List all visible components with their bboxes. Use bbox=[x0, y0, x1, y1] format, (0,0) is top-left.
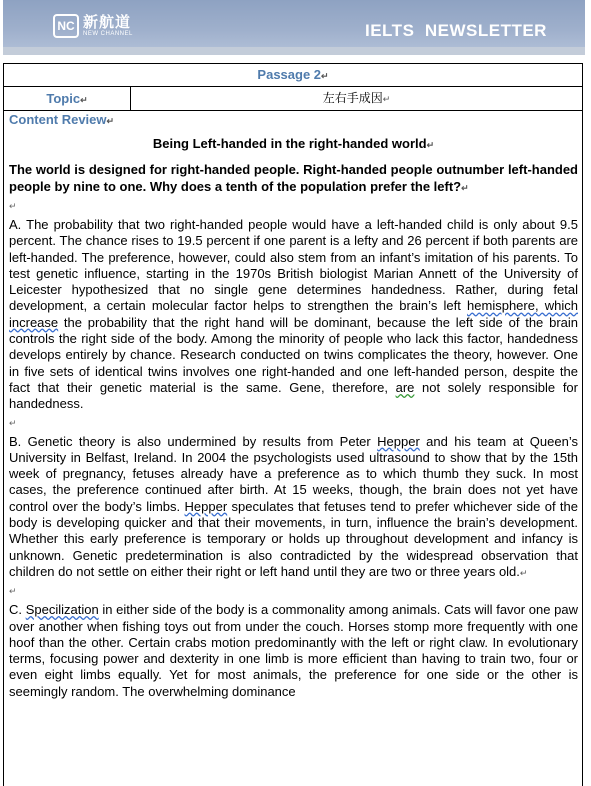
paragraph-a-flagged-text: are bbox=[395, 379, 415, 395]
newsletter-title: IELTS NEWSLETTER bbox=[365, 21, 547, 40]
paragraph-b-text: speculates that fetuses tend to prefer whichever side of the body is developing quicker and that their movements, in turn, influence the brain’s development. Whether this early preference is temporary or holds up throughout development and infancy is unknown. Genetic predetermination is also contradicted by the widespread observation that children do not settle on either their right or left hand until they are two or three years old. bbox=[9, 498, 579, 579]
blank-line bbox=[9, 413, 578, 434]
paragraph-a-text: the probability that the right hand will be dominant, because the left side of the brain controls the right side of the body. Among the minority of people who lack this factor, handedness develops entirely by chance. Research conducted on twins complicates the theory, however. One in five sets of identical twins involves one right-handed and one left-handed person, despite the fact that their genetic material is the same. Gene, therefore, bbox=[9, 314, 578, 395]
paragraph-mark: ↵ bbox=[321, 71, 329, 81]
paragraph-c-flagged-text: Specilization bbox=[25, 602, 99, 618]
topic-value: 左右手成因 bbox=[322, 91, 383, 105]
paragraph-b-text: B. Genetic theory is also undermined by results from Peter bbox=[9, 433, 378, 449]
topic-row bbox=[3, 86, 583, 111]
content-review-label bbox=[9, 112, 578, 129]
paragraph-b-flagged-text: Hepper bbox=[377, 433, 420, 449]
logo-mark-icon: NC bbox=[53, 14, 79, 38]
topic-value-cell bbox=[131, 87, 582, 110]
logo-english-text: NEW CHANNEL bbox=[83, 30, 133, 37]
new-channel-logo bbox=[53, 14, 133, 38]
article-title bbox=[9, 136, 578, 153]
blank-line bbox=[9, 196, 578, 217]
banner-divider bbox=[3, 47, 585, 55]
paragraph-mark: ↵ bbox=[106, 116, 115, 126]
paragraph-mark: ↵ bbox=[519, 567, 528, 578]
paragraph-mark: ↵ bbox=[80, 95, 88, 105]
paragraph-mark: ↵ bbox=[461, 182, 469, 193]
logo-chinese-text: 新航道 bbox=[83, 13, 132, 31]
paragraph-c-text: in either side of the body is a commonality among animals. Cats will favor one paw over another when fishing toys out from under the couch. Horses stomp more frequently with one hoof than the other. Certain crabs motion predominantly with the left or right claw. In evolutionary terms, focusing power and dexterity in one limb is more efficient than having to train two, four or even eight limbs equally. Yet for most animals, the preference for one side or the other is seemingly random. The overwhelming dominance bbox=[9, 602, 578, 699]
paragraph-c bbox=[9, 602, 578, 700]
paragraph-b-text: and his team at Queen’s University in Belfast, Ireland. In 2004 the psychologists used ultrasound to show that by the 15th week of pregnancy, fetuses already have a preference as to which thumb they suck. In most cases, the preference continued after birth. At 15 weeks, though, the brain does not yet have control over the body’s limbs. bbox=[9, 433, 578, 514]
paragraph-mark: ↵ bbox=[382, 94, 391, 104]
article-title-text: Being Left-handed in the right-handed world bbox=[152, 136, 427, 151]
paragraph-mark: ↵ bbox=[9, 417, 17, 428]
paragraph-mark: ↵ bbox=[9, 586, 17, 597]
paragraph-mark: ↵ bbox=[426, 140, 435, 150]
paragraph-b bbox=[9, 434, 578, 582]
paragraph-a-text: not solely responsible for handedness. bbox=[9, 379, 578, 412]
paragraph-mark: ↵ bbox=[9, 201, 17, 211]
topic-label: Topic bbox=[46, 91, 81, 106]
blank-line bbox=[9, 581, 578, 602]
content-review-text: Content Review bbox=[9, 112, 107, 127]
paragraph-a-flagged-text: hemisphere, which increase bbox=[9, 298, 578, 330]
paragraph-a-text: A. The probability that two right-handed people would have a left-handed child is only about 9.5 percent. The chance rises to 19.5 percent if one parent is a lefty and 26 percent if both parents are left-handed. The preference, however, could also stem from an infant’s imitation of his parents. To test genetic influence, starting in the 1970s British biologist Marian Annett of the University of Leicester hypothesized that no single gene determines handedness. Rather, during fetal development, a certain molecular factor helps to strengthen the brain’s left bbox=[9, 217, 578, 314]
paragraph-b-flagged-text: Hepper bbox=[184, 498, 228, 514]
passage-label: Passage 2 bbox=[257, 67, 322, 82]
article-intro bbox=[9, 162, 578, 196]
content-review-section bbox=[9, 112, 578, 700]
paragraph-c-text: C. bbox=[9, 602, 26, 618]
paragraph-a bbox=[9, 217, 578, 413]
passage-row bbox=[3, 63, 583, 87]
topic-label-cell bbox=[4, 87, 131, 110]
article-intro-text: The world is designed for right-handed people. Right-handed people outnumber left-handed people by nine to one. Why does a tenth of the population prefer the left? bbox=[9, 162, 578, 194]
